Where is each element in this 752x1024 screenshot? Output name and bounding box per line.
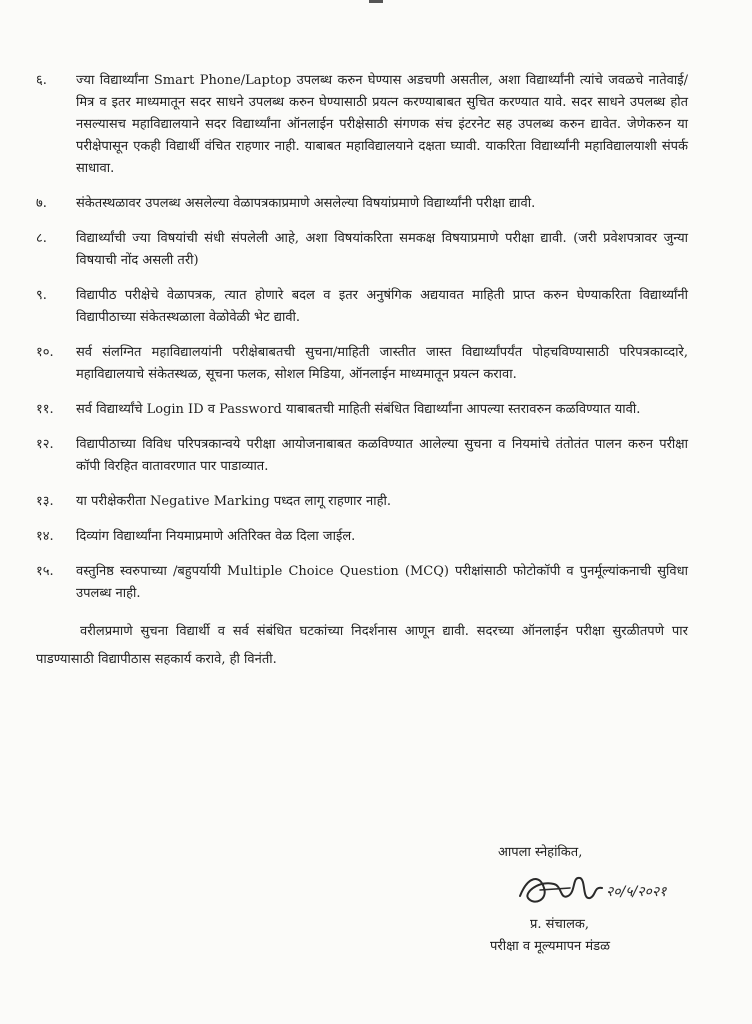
list-item [36,399,688,421]
item-text: या परीक्षेकरीता Negative Marking पध्दत लागू राहणार नाही. [76,494,391,509]
item-number: १५. [36,564,54,579]
closing-paragraph: वरीलप्रमाणे सुचना विद्यार्थी व सर्व संबंधित घटकांच्या निदर्शनास आणून द्यावी. सदरच्या ऑनलाईन परीक्षा सुरळीतपणे पार पाडण्यासाठी विद्यापीठास सहकार्य करावे, ही विनंती. [36,624,688,667]
designation: प्र. संचालक, [530,917,590,932]
list-item [36,434,688,478]
item-text: संकेतस्थळावर उपलब्ध असलेल्या वेळापत्रकाप्रमाणे असलेल्या विषयांप्रमाणे विद्यार्थ्यांनी परीक्षा द्यावी. [76,196,536,211]
list-item [36,70,688,180]
list-item [36,285,688,329]
item-number: ६. [36,73,47,88]
item-number: १४. [36,529,54,544]
list-item [36,561,688,605]
item-text: ज्या विद्यार्थ्यांना Smart Phone/Laptop उपलब्ध करुन घेण्यास अडचणी असतील, अशा विद्यार्थ्यांनी त्यांचे जवळचे नातेवाई/मित्र व इतर माध्यमातून सदर साधने उपलब्ध करुन घेण्यासाठी प्रयत्न करण्याबाबत सुचित करण्यात यावे. सदर साधने उपलब्ध होत नसल्यासच महाविद्यालयाने सदर विद्यार्थ्यांना ऑनलाईन परीक्षेसाठी संगणक संच इंटरनेट सह उपलब्ध करुन द्यावेत. जेणेकरुन या परीक्षेपासून एकही विद्यार्थी वंचित राहणार नाही. याबाबत महाविद्यालयाने दक्षता घ्यावी. याकरिता विद्यार्थ्यांनी महाविद्यालयाशी संपर्क साधावा. [76,73,688,176]
item-text: विद्यार्थ्यांची ज्या विषयांची संधी संपलेली आहे, अशा विषयांकरिता समकक्ष विषयाप्रमाणे परीक्षा द्यावी. (जरी प्रवेशपत्रावर जुन्या विषयाची नोंद असली तरी) [76,231,688,268]
item-number: १३. [36,494,54,509]
signature-icon [510,866,710,914]
list-item [36,526,688,548]
item-number: ९. [36,288,47,303]
item-number: ७. [36,196,47,211]
item-number: ८. [36,231,47,246]
greeting: आपला स्नेहांकित, [498,845,583,860]
list-item [36,491,688,513]
item-number: १०. [36,345,54,360]
item-text: सर्व संलग्नित महाविद्यालयांनी परीक्षेबाबतची सुचना/माहिती जास्तीत जास्त विद्यार्थ्यांपर्यंत पोहचविण्यासाठी परिपत्रकाव्दारे, महाविद्यालयाचे संकेतस्थळ, सूचना फलक, सोशल मिडिया, ऑनलाईन माध्यमातून प्रयत्न करावा. [76,345,688,382]
handwritten-signature [490,864,710,914]
list-item [36,193,688,215]
department: परीक्षा व मूल्यमापन मंडळ [490,939,610,954]
list-item [36,342,688,386]
item-text: दिव्यांग विद्यार्थ्यांना नियमाप्रमाणे अतिरिक्त वेळ दिला जाईल. [76,529,356,544]
item-text: वस्तुनिष्ठ स्वरुपाच्या /बहुपर्यायी Multiple Choice Question (MCQ) परीक्षांसाठी फोटोकॉपी व पुनर्मूल्यांकनाची सुविधा उपलब्ध नाही. [76,564,688,601]
item-text: सर्व विद्यार्थ्यांचे Login ID व Password याबाबतची माहिती संबंधित विद्यार्थ्यांना आपल्या स्तरावरुन कळविण्यात यावी. [76,402,641,417]
signature-block [490,842,710,958]
item-text: विद्यापीठाच्या विविध परिपत्रकान्वये परीक्षा आयोजनाबाबत कळविण्यात आलेल्या सुचना व नियमांचे तंतोतंत पालन करुन परीक्षा कॉपी विरहित वातावरणात पार पाडाव्यात. [76,437,688,474]
item-number: १२. [36,437,54,452]
svg-text:२०/५/२०२१: २०/५/२०२१ [606,884,667,900]
scan-mark [369,0,383,3]
item-text: विद्यापीठ परीक्षेचे वेळापत्रक, त्यात होणारे बदल व इतर अनुषंगिक अद्ययावत माहिती प्राप्त करुन घेण्याकरिता विद्यार्थ्यांनी विद्यापीठाच्या संकेतस्थळाला वेळोवेळी भेट द्यावी. [76,288,688,325]
list-item [36,228,688,272]
notice-body [36,70,688,687]
item-number: ११. [36,402,54,417]
